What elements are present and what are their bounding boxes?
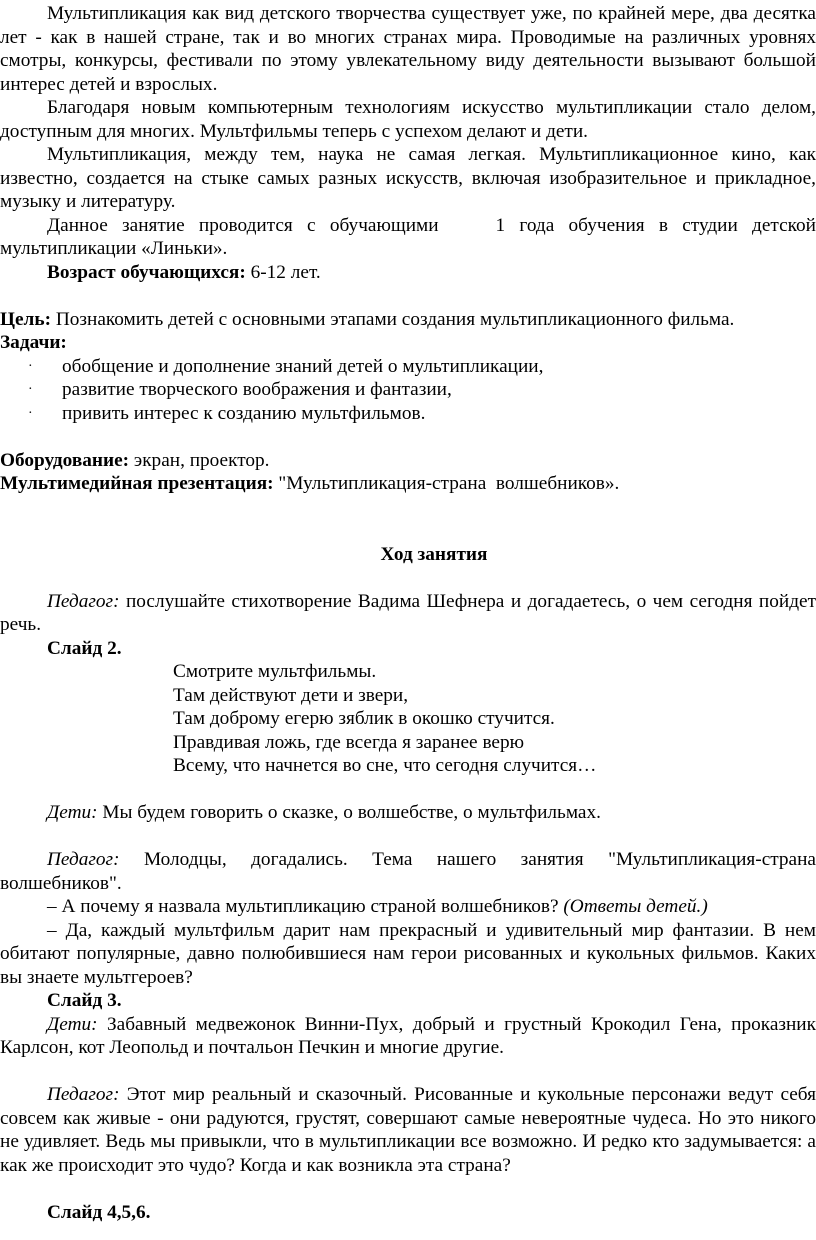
goal-text: Познакомить детей с основными этапами создания мультипликационного фильма.	[51, 308, 735, 330]
poem-line: Правдивая ложь, где всегда я заранее верю	[173, 731, 525, 753]
tasks-heading: Задачи:	[0, 332, 67, 353]
slide-3-label: Слайд 3.	[47, 990, 122, 1011]
question-2: – Да, каждый мультфильм дарит нам прекрасный и удивительный мир фантазии. В нем обитают популярные, давно полюбившиеся нам герои рисованных и кукольных фильмов. Каких вы знаете мультгероев?	[0, 919, 816, 988]
document-body	[0, 2, 816, 1224]
poem-line: Там действуют дети и звери,	[173, 684, 409, 706]
teacher-paragraph-3: Педагог: Этот мир реальный и сказочный. Рисованные и кукольные персонажи ведут себя совсем как живые - они радуются, грустят, совершают самые невероятные чудеса. Но это никого не удивляет. Ведь мы привыкли, что в мультипликации все возможно. И редко кто задумывается: а как же происходит это чудо? Когда и как возникла эта страна?	[0, 1084, 816, 1176]
teacher-paragraph-1: Педагог: послушайте стихотворение Вадима Шефнера и догадаетесь, о чем сегодня пойдет речь.	[0, 590, 816, 635]
list-item: · обобщение и дополнение знаний детей о мультипликации,	[28, 355, 544, 377]
poem-line: Там доброму егерю зяблик в окошко стучится.	[173, 708, 555, 729]
presentation-label: Мультимедийная презентация:	[0, 473, 274, 494]
age-line	[0, 261, 816, 285]
equipment-text: экран, проектор.	[129, 449, 270, 471]
poem-line: Всему, что начнется во сне, что сегодня случится…	[173, 755, 597, 776]
list-item: · привить интерес к созданию мультфильмов.	[28, 402, 426, 424]
presentation-text: "Мультипликация-страна волшебников».	[273, 473, 620, 494]
slide-4-5-6-label: Слайд 4,5,6.	[47, 1201, 151, 1223]
poem	[0, 660, 816, 778]
age-label: Возраст обучающихся:	[47, 261, 246, 283]
children-paragraph-1: Дети: Мы будем говорить о сказке, о волшебстве, о мультфильмах.	[47, 802, 601, 823]
teacher-label: Педагог:	[47, 849, 120, 870]
children-label: Дети:	[47, 802, 98, 823]
bullet-icon: ·	[28, 382, 33, 397]
intro-paragraph-3: Мультипликация, между тем, наука не самая легкая. Мультипликационное кино, как известно, создается на стыке самых разных искусств, включая изобразительное и прикладное, музыку и литературу.	[0, 144, 816, 212]
bullet-icon: ·	[28, 405, 33, 421]
intro-paragraph-1: Мультипликация как вид детского творчества существует уже, по крайней мере, два десятка лет - как в нашей стране, так и во многих странах мира. Проводимые на различных уровнях смотры, конкурсы, фестивали по этому увлекательному виду деятельности вызывают большой интерес детей и взрослых.	[0, 3, 816, 95]
equipment-line	[0, 449, 816, 473]
age-value: 6-12 лет.	[245, 261, 321, 283]
goal-line	[0, 308, 816, 332]
tasks-list	[0, 355, 816, 426]
answer-note: (Ответы детей.)	[563, 896, 708, 917]
bullet-icon: ·	[28, 358, 33, 374]
children-label: Дети:	[47, 1013, 98, 1035]
teacher-label: Педагог:	[47, 590, 120, 612]
question-1: – А почему я назвала мультипликацию страной волшебников? (Ответы детей.)	[47, 896, 708, 917]
children-paragraph-2: Дети: Забавный медвежонок Винни-Пух, добрый и грустный Крокодил Гена, проказник Карлсон, кот Леопольд и почтальон Печкин и многие другие.	[0, 1013, 816, 1058]
poem-line: Смотрите мультфильмы.	[173, 661, 377, 682]
intro-paragraph-2: Благодаря новым компьютерным технологиям искусство мультипликации стало делом, доступным для многих. Мультфильмы теперь с успехом делают и дети.	[0, 97, 816, 142]
teacher-paragraph-2: Педагог: Молодцы, догадались. Тема нашего занятия "Мультипликация-страна волшебников".	[0, 849, 816, 894]
list-item: · развитие творческого воображения и фантазии,	[28, 379, 452, 400]
intro-paragraph-4: Данное занятие проводится с обучающими 1 года обучения в студии детской мультипликации «Линьки».	[0, 214, 816, 259]
lesson-heading: Ход занятия	[380, 543, 488, 565]
goal-label: Цель:	[0, 308, 51, 330]
slide-2-label: Слайд 2.	[47, 637, 122, 659]
teacher-label: Педагог:	[47, 1084, 120, 1105]
equipment-label: Оборудование:	[0, 449, 130, 471]
presentation-line	[0, 472, 816, 496]
